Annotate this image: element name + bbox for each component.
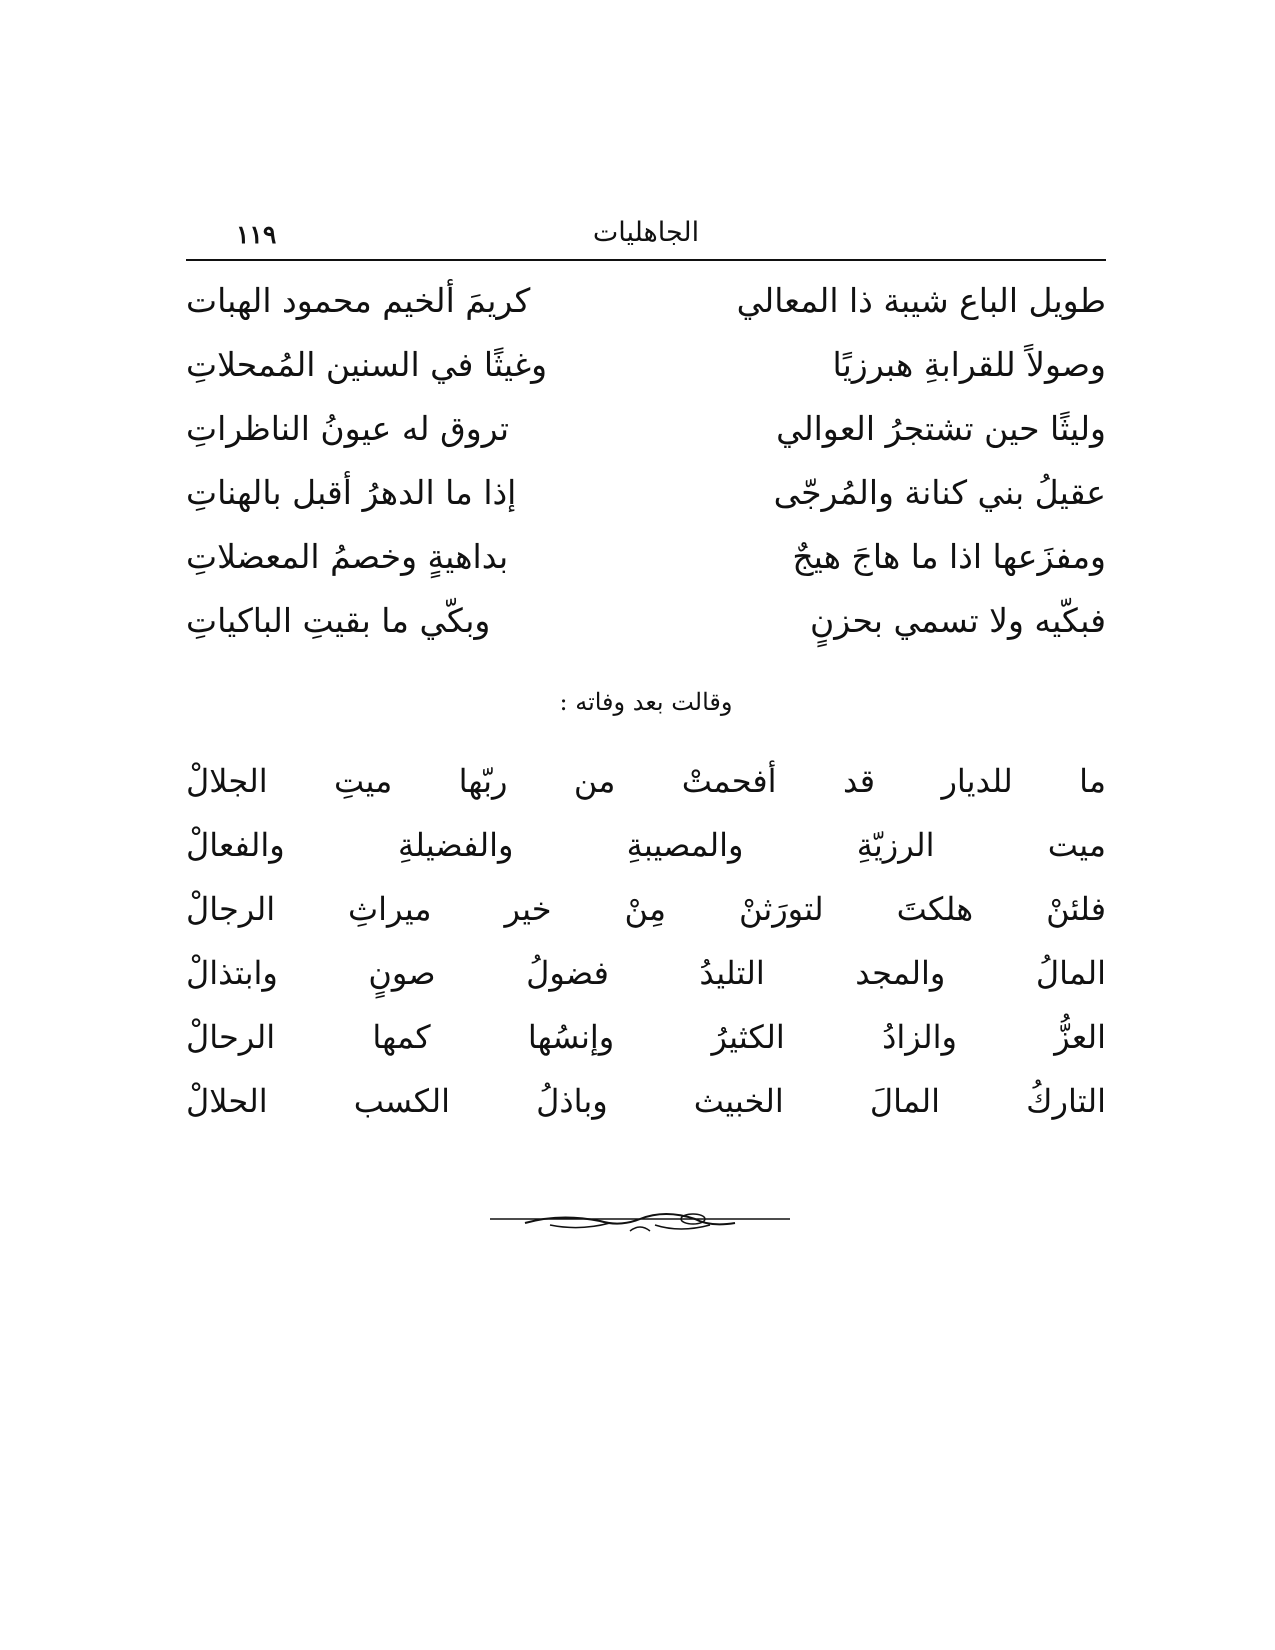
hemistich-first: وصولاً للقرابةِ هبرزيًا	[832, 345, 1106, 384]
running-title: الجاهليات	[592, 217, 700, 248]
hemistich-first: طويل الباع شيبة ذا المعالي	[736, 281, 1106, 320]
verse-line	[186, 334, 1106, 398]
verse-line	[186, 270, 1106, 334]
verse-line	[186, 1008, 1106, 1072]
hemistich-second: بداهيةٍ وخصمُ المعضلاتِ	[186, 537, 509, 576]
hemistich-first: فبكّيه ولا تسمي بحزنٍ	[810, 601, 1106, 640]
verse-line	[186, 1072, 1106, 1136]
hemistich-first: عقيلُ بني كنانة والمُرجّى	[773, 473, 1106, 512]
verse-text: ميت الرزيّةِ والمصيبةِ والفضيلةِ والفعالْ	[186, 826, 1106, 864]
verse-text: المالُ والمجد التليدُ فضولُ صونٍ وابتذالْ	[186, 954, 1106, 992]
verse-line	[186, 752, 1106, 816]
verse-text: ما للديار قد أفحمتْ من ربّها ميتِ الجلالْ	[186, 762, 1107, 800]
verse-line	[186, 816, 1106, 880]
page-header	[186, 205, 1106, 265]
hemistich-second: وبكّي ما بقيتِ الباكياتِ	[186, 601, 491, 640]
verse-text: التاركُ المالَ الخبيث وباذلُ الكسب الحلالْ	[186, 1082, 1106, 1120]
verse-line	[186, 462, 1106, 526]
header-rule	[186, 259, 1106, 261]
verse-text: العزُّ والزادُ الكثيرُ وإنسُها كمها الرحالْ	[186, 1018, 1106, 1056]
hemistich-second: تروق له عيونُ الناظراتِ	[186, 409, 510, 448]
hemistich-second: إذا ما الدهرُ أقبل بالهناتِ	[186, 473, 517, 512]
hemistich-first: ومفزَعها اذا ما هاجَ هيجٌ	[792, 537, 1106, 576]
verse-text: فلئنْ هلكتَ لتورَثنْ مِنْ خير ميراثِ الرجالْ	[186, 890, 1106, 928]
verse-line	[186, 880, 1106, 944]
hemistich-second: كريمَ ألخيم محمود الهبات	[186, 281, 531, 320]
closing-ornament	[490, 1201, 790, 1241]
hemistich-second: وغيثًا في السنين المُمحلاتِ	[186, 345, 548, 384]
verse-line	[186, 944, 1106, 1008]
poem-2	[186, 752, 1106, 1136]
verse-line	[186, 590, 1106, 654]
page-number: ١١٩	[236, 220, 277, 249]
poem-2-introduction: وقالت بعد وفاته :	[559, 688, 733, 716]
poem-1	[186, 270, 1106, 654]
hemistich-first: وليثًا حين تشتجرُ العوالي	[776, 409, 1106, 448]
verse-line	[186, 398, 1106, 462]
verse-line	[186, 526, 1106, 590]
